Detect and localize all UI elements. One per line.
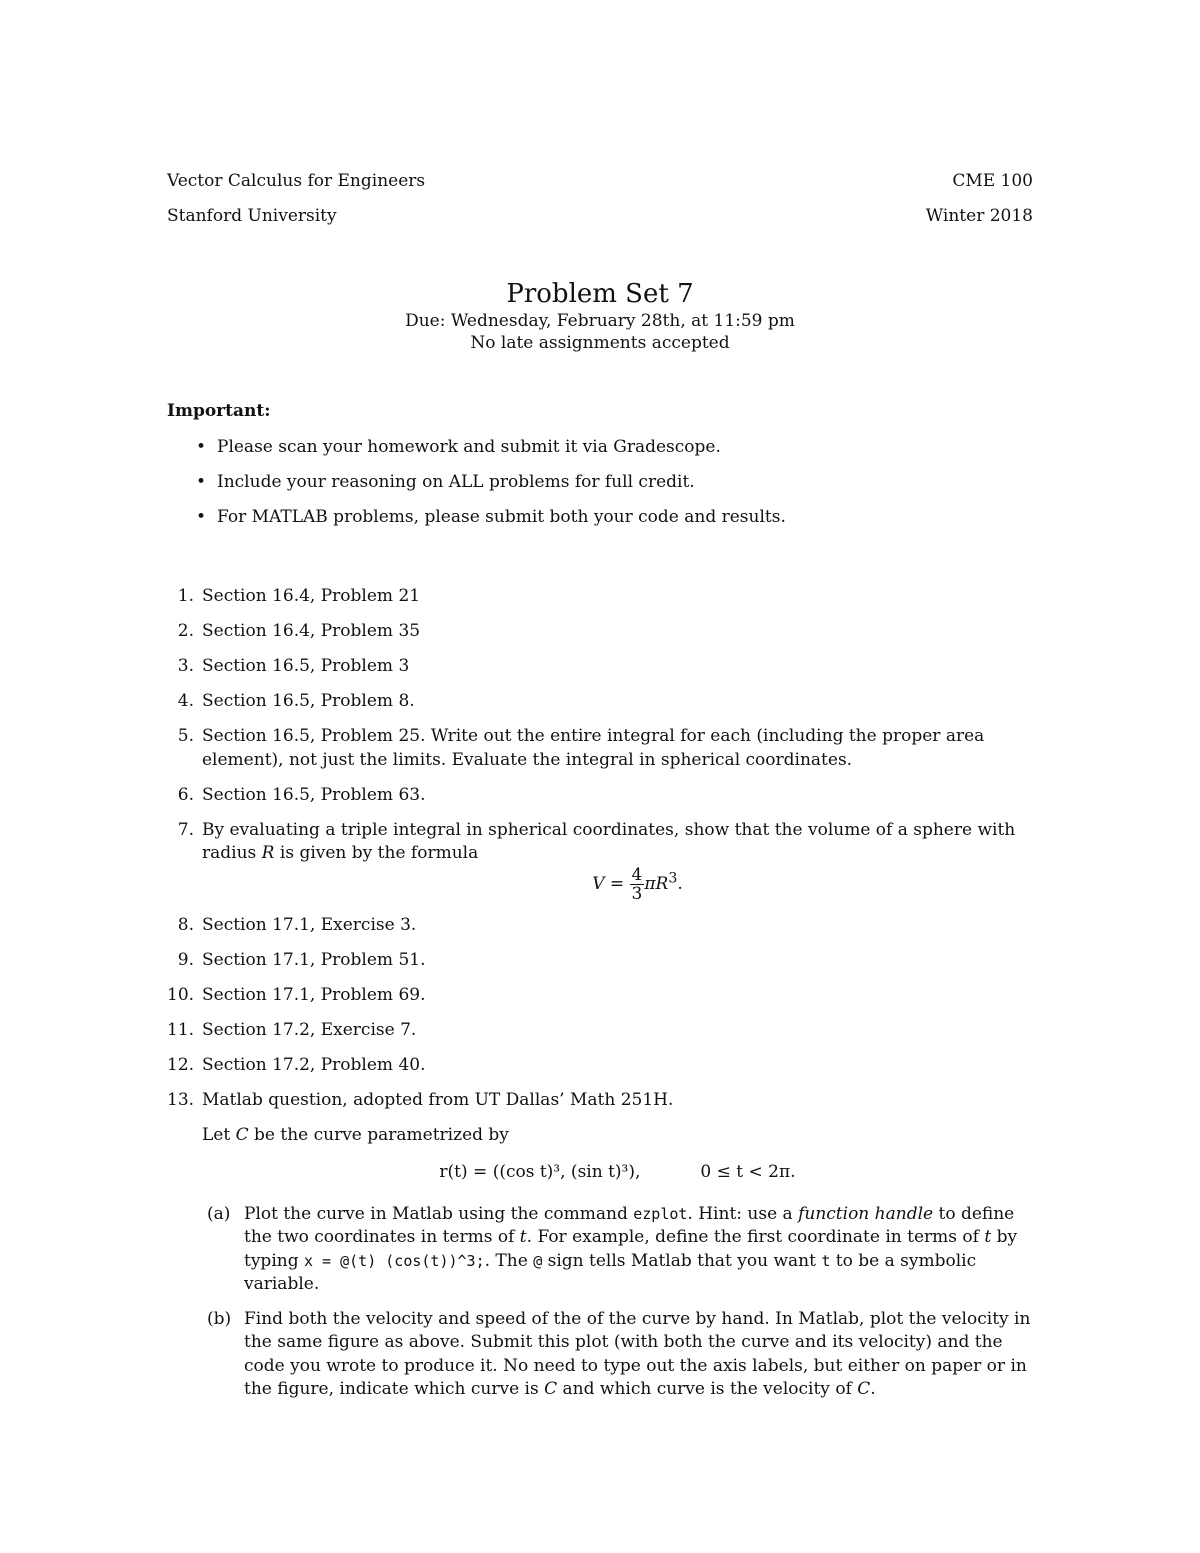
problem-item bbox=[167, 984, 1033, 1008]
problem-item bbox=[167, 914, 1033, 938]
late-policy: No late assignments accepted bbox=[470, 333, 730, 353]
text: by typing bbox=[244, 1227, 1018, 1271]
text: . For example, define the first coordinate in terms of bbox=[526, 1227, 985, 1247]
university: Stanford University bbox=[167, 206, 337, 226]
problem-item bbox=[167, 1019, 1033, 1043]
problem-number: 9. bbox=[177, 950, 194, 970]
curve-equation-right: 0 ≤ t < 2π. bbox=[700, 1162, 796, 1182]
problem-text: Section 16.4, Problem 21 bbox=[202, 586, 421, 606]
important-label: Important: bbox=[167, 401, 271, 421]
problem-text: Section 17.2, Exercise 7. bbox=[202, 1020, 417, 1040]
emphasis: function handle bbox=[798, 1203, 934, 1224]
text: and which curve is the velocity of bbox=[557, 1379, 858, 1399]
subpart-list bbox=[202, 1203, 1033, 1402]
title-block bbox=[0, 278, 1200, 354]
curve-equation bbox=[202, 1161, 1033, 1185]
math-var: C bbox=[544, 1379, 558, 1399]
problem-text: Section 16.4, Problem 35 bbox=[202, 621, 421, 641]
code: ezplot bbox=[633, 1204, 688, 1223]
important-list bbox=[196, 435, 1036, 540]
math-op: = bbox=[604, 873, 630, 894]
text: Plot the curve in Matlab using the command bbox=[244, 1203, 634, 1224]
problem-item bbox=[167, 1054, 1033, 1078]
math-var: t bbox=[984, 1227, 992, 1247]
problem-text: be the curve parametrized by bbox=[248, 1124, 509, 1145]
problem-number: 12. bbox=[167, 1055, 195, 1075]
text: to be a symbolic variable. bbox=[244, 1250, 977, 1294]
problem-text: Section 17.2, Problem 40. bbox=[202, 1055, 426, 1075]
problem-text: Section 17.1, Problem 51. bbox=[202, 950, 426, 970]
problem-number: 10. bbox=[167, 985, 195, 1005]
problem-item bbox=[167, 949, 1033, 973]
fraction-numerator: 4 bbox=[631, 864, 643, 885]
problem-number: 1. bbox=[177, 586, 194, 606]
fraction bbox=[630, 866, 645, 903]
header-row-2 bbox=[167, 204, 1033, 228]
problem-item bbox=[167, 620, 1033, 644]
problem-text: is given by the formula bbox=[274, 843, 479, 863]
problem-text: Section 16.5, Problem 3 bbox=[202, 656, 410, 676]
problem-number: 7. bbox=[177, 819, 194, 840]
problem-number: 11. bbox=[167, 1020, 195, 1040]
text: Find both the velocity and speed of the of the curve by hand. In Matlab, plot the velocity in the same figure as above. Submit this plot (with both the curve and its velocity) and the code you wrote to produce it. No need to type out the axis labels, but either on paper or in the figure, indicate which curve is bbox=[244, 1308, 1031, 1399]
important-item: • For MATLAB problems, please submit both your code and results. bbox=[196, 505, 1036, 540]
problem-text: Section 17.1, Exercise 3. bbox=[202, 915, 417, 935]
problem-number: 5. bbox=[177, 726, 194, 746]
important-item: • Please scan your homework and submit it via Gradescope. bbox=[196, 435, 1036, 470]
important-item: • Include your reasoning on ALL problems for full credit. bbox=[196, 470, 1036, 505]
term: Winter 2018 bbox=[925, 206, 1033, 226]
problem-text: Section 16.5, Problem 63. bbox=[202, 784, 426, 805]
course-code: CME 100 bbox=[952, 171, 1033, 191]
problem-list bbox=[167, 585, 1033, 1413]
problem-text: Let bbox=[202, 1124, 236, 1145]
problem-item-13 bbox=[167, 1089, 1033, 1402]
curve-equation-left: r(t) = ((cos t)³, (sin t)³), bbox=[439, 1162, 641, 1182]
math-var: C bbox=[235, 1124, 249, 1145]
math-var: R bbox=[261, 843, 275, 863]
text: . The bbox=[484, 1250, 534, 1271]
problem-text: Section 17.1, Problem 69. bbox=[202, 985, 426, 1005]
text: . Hint: use a bbox=[687, 1203, 799, 1224]
text: . bbox=[870, 1379, 876, 1399]
course-name: Vector Calculus for Engineers bbox=[167, 171, 426, 191]
problem-number: 8. bbox=[177, 915, 194, 935]
subpart-a bbox=[202, 1203, 1033, 1297]
page-title: Problem Set 7 bbox=[506, 279, 694, 309]
problem-item bbox=[167, 725, 1033, 772]
problem-item bbox=[167, 784, 1033, 808]
curve-definition bbox=[202, 1124, 1033, 1148]
subpart-b bbox=[202, 1308, 1033, 1402]
problem-number: 13. bbox=[167, 1090, 195, 1110]
problem-number: 3. bbox=[177, 656, 194, 676]
text: to define the two coordinates in terms of bbox=[244, 1203, 1015, 1247]
problem-number: 4. bbox=[177, 691, 194, 711]
math-var: C bbox=[857, 1379, 871, 1399]
subpart-label: (a) bbox=[207, 1203, 231, 1224]
problem-text: Section 16.5, Problem 25. Write out the entire integral for each (including the proper area element), not just the limits. Evaluate the integral in spherical coordinates. bbox=[202, 726, 985, 770]
problem-item bbox=[167, 655, 1033, 679]
problem-number: 6. bbox=[177, 784, 194, 805]
text: sign tells Matlab that you want bbox=[542, 1250, 822, 1271]
problem-item bbox=[167, 819, 1033, 903]
math-punct: . bbox=[677, 873, 683, 894]
problem-text: By evaluating a triple integral in spherical coordinates, show that the volume of a sphere with radius bbox=[202, 819, 1016, 863]
problem-item bbox=[167, 585, 1033, 609]
math-exponent: 3 bbox=[668, 869, 678, 886]
code: t bbox=[821, 1251, 831, 1270]
header-row-1 bbox=[167, 169, 1033, 193]
problem-text: Section 16.5, Problem 8. bbox=[202, 691, 415, 711]
problem-number: 2. bbox=[177, 621, 194, 641]
problem-item bbox=[167, 690, 1033, 714]
due-date: Due: Wednesday, February 28th, at 11:59 pm bbox=[405, 311, 795, 331]
code: @ bbox=[533, 1251, 543, 1270]
volume-formula bbox=[202, 866, 1033, 903]
math-var: V bbox=[592, 873, 605, 894]
math-var: t bbox=[519, 1227, 527, 1247]
fraction-denominator: 3 bbox=[631, 883, 643, 904]
problem-text: Matlab question, adopted from UT Dallas’ Math 251H. bbox=[202, 1090, 674, 1110]
code: x = @(t) (cos(t))^3; bbox=[304, 1251, 485, 1270]
math-expr: πR bbox=[644, 873, 669, 894]
subpart-label: (b) bbox=[207, 1308, 232, 1329]
